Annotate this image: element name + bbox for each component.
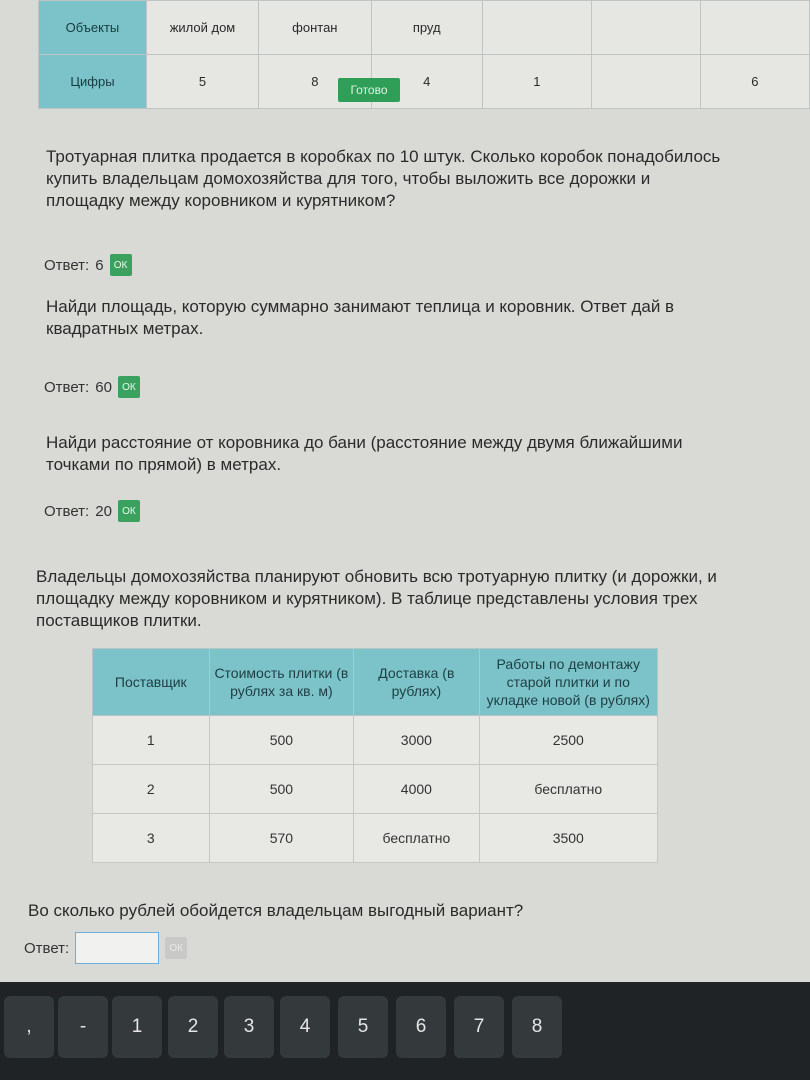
question-boxes-text: Тротуарная плитка продается в коробках по 10 штук. Сколько коробок понадобилось купить владельцам домохозяйства для того, чтобы выложить все дорожки и площадку между коровником и курятником? [46,147,721,210]
answer-value[interactable]: 60 [95,378,112,396]
digit-cell[interactable]: 1 [482,55,591,109]
object-cell[interactable] [592,1,701,55]
table-row [93,716,658,765]
on-screen-keyboard [0,982,810,1080]
table-cell: бесплатно [479,765,657,814]
table-row [93,765,658,814]
table-cell: 3000 [354,716,479,765]
key-7[interactable]: 7 [454,996,504,1058]
object-cell[interactable]: жилой дом [146,1,258,55]
digit-cell[interactable]: 5 [146,55,258,109]
key-5[interactable]: 5 [338,996,388,1058]
question-cheapest-option: Во сколько рублей обойдется владельцам выгодный вариант? [28,901,524,920]
question-area-text: Найди площадь, которую суммарно занимают теплица и коровник. Ответ дай в квадратных метрах. [46,297,675,338]
column-header: Стоимость плитки (в рублях за кв. м) [209,649,354,716]
ok-button[interactable]: ОК [165,937,187,959]
column-header: Работы по демонтажу старой плитки и по укладке новой (в рублях) [479,649,657,716]
table-cell: 3500 [479,814,657,863]
table-cell: 1 [93,716,210,765]
key-4[interactable]: 4 [280,996,330,1058]
answer-label: Ответ: [44,502,90,520]
column-header: Поставщик [93,649,210,716]
answer-value[interactable]: 20 [95,502,112,520]
key-1[interactable]: 1 [112,996,162,1058]
table-row [93,814,658,863]
ok-button[interactable]: ОК [118,376,140,398]
table-cell: 2500 [479,716,657,765]
digit-cell[interactable]: 6 [700,55,809,109]
digits-row-header: Цифры [39,55,147,109]
table-cell: 500 [209,716,354,765]
answer-row-q4 [24,932,187,964]
table-cell: 570 [209,814,354,863]
object-cell[interactable] [700,1,809,55]
answer-input[interactable] [75,932,159,964]
key-comma[interactable]: , [4,996,54,1058]
table-cell: 3 [93,814,210,863]
answer-label: Ответ: [24,939,70,957]
key-2[interactable]: 2 [168,996,218,1058]
table-cell: 4000 [354,765,479,814]
answer-label: Ответ: [44,378,90,396]
object-cell[interactable]: пруд [371,1,482,55]
key-minus[interactable]: - [58,996,108,1058]
digit-cell[interactable]: 8 [258,55,371,109]
objects-digits-table [38,0,810,109]
objects-row-header: Объекты [39,1,147,55]
ready-button[interactable]: Готово [338,78,400,102]
digit-cell[interactable] [592,55,701,109]
answer-row-q3 [44,500,140,522]
digit-cell[interactable]: 4 [371,55,482,109]
key-3[interactable]: 3 [224,996,274,1058]
answer-row-q2 [44,376,140,398]
key-8[interactable]: 8 [512,996,562,1058]
column-header: Доставка (в рублях) [354,649,479,716]
object-cell[interactable]: фонтан [258,1,371,55]
table-cell: 500 [209,765,354,814]
question-suppliers-intro: Владельцы домохозяйства планируют обновить всю тротуарную плитку (и дорожки, и площадку между коровником и курятником). В таблице представлены условия трех поставщиков плитки. [36,567,717,630]
key-6[interactable]: 6 [396,996,446,1058]
question-distance-text: Найди расстояние от коровника до бани (расстояние между двумя ближайшими точками по прямой) в метрах. [46,433,683,474]
ok-button[interactable]: ОК [110,254,132,276]
table-cell: 2 [93,765,210,814]
table-cell: бесплатно [354,814,479,863]
answer-label: Ответ: [44,256,90,274]
object-cell[interactable] [482,1,591,55]
answer-row-q1 [44,254,132,276]
answer-value[interactable]: 6 [95,256,104,274]
ok-button[interactable]: ОК [118,500,140,522]
suppliers-table [92,648,658,863]
